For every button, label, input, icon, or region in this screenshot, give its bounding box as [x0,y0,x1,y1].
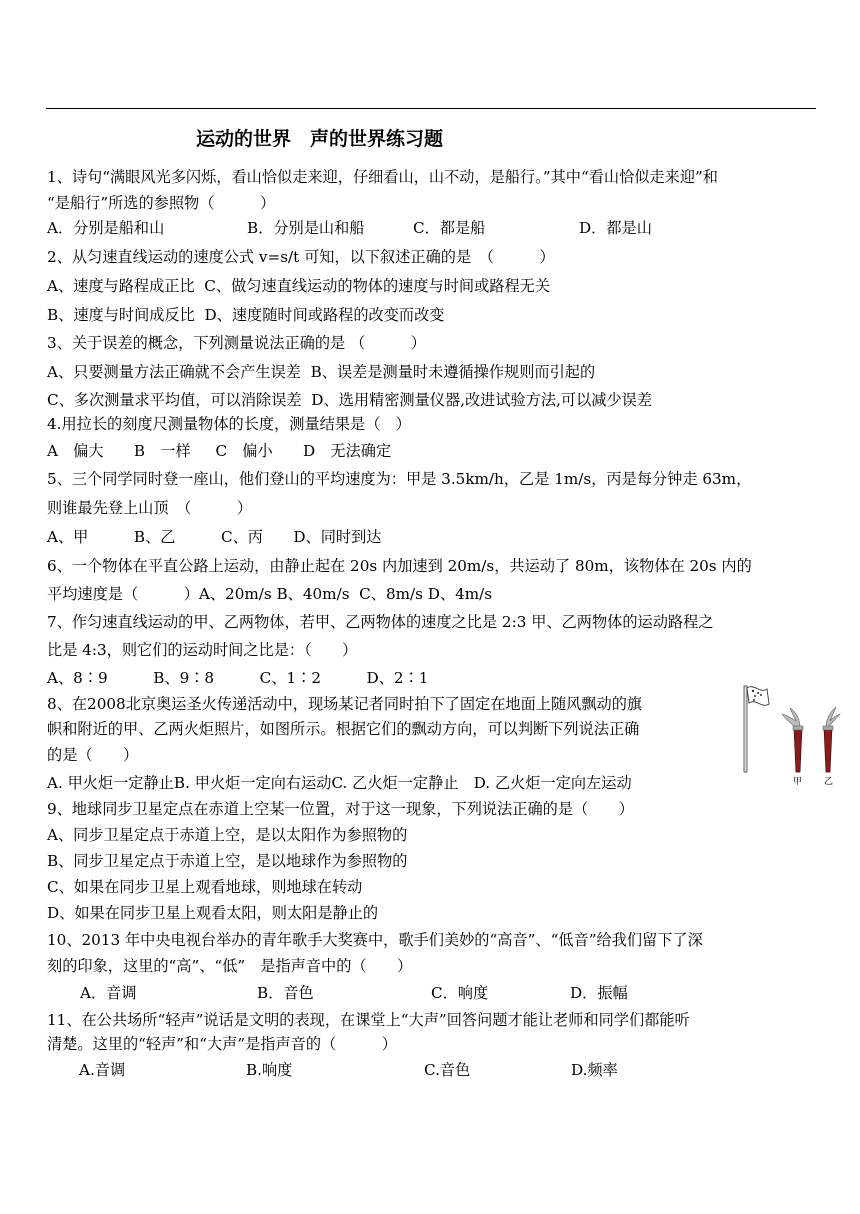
text-line: 8、在2008北京奥运圣火传递活动中，现场某记者同时拍下了固定在地面上随风飘动的旗 [47,695,643,713]
label-yi: 乙 [824,777,834,787]
text-line: 10、2013 年中央电视台举办的青年歌手大奖赛中，歌手们美妙的“高音”、“低音”给我们留下了深 [47,931,703,949]
flag-icon [744,686,769,772]
text-line: A 偏大 B 一样 C 偏小 D 无法确定 [47,442,392,460]
text-line: A、甲 B、乙 C、丙 D、同时到达 [47,528,382,546]
text-line: 2、从匀速直线运动的速度公式 v=s/t 可知，以下叙述正确的是 （ ） [47,248,555,266]
option-d: D．振幅 [570,984,628,1002]
torch-jia-icon [782,708,803,772]
text-line: 3、关于误差的概念，下列测量说法正确的是 （ ） [47,334,426,352]
text-line: 1、诗句“满眼风光多闪烁，看山恰似走来迎，仔细看山，山不动，是船行。”其中“看山恰似走来迎”和 [47,168,718,186]
text-line: 6、一个物体在平直公路上运动，由静止起在 20s 内加速到 20m/s，共运动了 80m，该物体在 20s 内的 [47,557,752,575]
option-c: C.音色 [424,1061,471,1079]
text-line: 5、三个同学同时登一座山，他们登山的平均速度为：甲是 3.5km/h，乙是 1m/s，丙是每分钟走 63m， [47,470,752,488]
text-line: A、8∶9 B、9∶8 C、1∶2 D、2∶1 [47,669,429,687]
text-line: A、只要测量方法正确就不会产生误差 B、误差是测量时未遵循操作规则而引起的 [47,363,596,381]
text-line: B、速度与时间成反比 D、速度随时间或路程的改变而改变 [47,306,445,324]
text-line: 9、地球同步卫星定点在赤道上空某一位置，对于这一现象，下列说法正确的是（ ） [47,800,634,818]
text-line: 比是 4:3，则它们的运动时间之比是：（ ） [47,641,358,659]
text-line: 刻的印象，这里的“高”、“低” 是指声音中的（ ） [47,957,413,975]
text-line: C、如果在同步卫星上观看地球，则地球在转动 [47,878,363,896]
option-a: A．分别是船和山 [47,219,165,237]
text-line: 的是（ ） [47,746,139,764]
text-line: 清楚。这里的“轻声”和“大声”是指声音的（ ） [47,1035,397,1053]
option-a: A.音调 [79,1061,126,1079]
option-c: C．响度 [431,984,489,1002]
option-d: D．都是山 [579,219,652,237]
text-line: B、同步卫星定点于赤道上空，是以地球作为参照物的 [47,852,408,870]
text-line: A、速度与路程成正比 C、做匀速直线运动的物体的速度与时间或路程无关 [47,277,551,295]
text-line: 11、在公共场所“轻声”说话是文明的表现，在课堂上“大声”回答问题才能让老师和同学们都能听 [47,1011,690,1029]
text-line: 4.用拉长的刻度尺测量物体的长度，测量结果是（ ） [47,415,411,433]
label-jia: 甲 [793,777,803,787]
text-line: A、同步卫星定点于赤道上空，是以太阳作为参照物的 [47,826,408,844]
flag-and-torches-figure [736,680,848,788]
header-rule [46,108,816,109]
text-line: C、多次测量求平均值，可以消除误差 D、选用精密测量仪器,改进试验方法,可以减少误差 [47,391,653,409]
text-line: 则谁最先登上山顶 （ ） [47,499,253,517]
option-b: B.响度 [246,1061,293,1079]
text-line: 平均速度是（ ）A、20m/s B、40m/s C、8m/s D、4m/s [47,585,493,603]
option-c: C．都是船 [413,219,486,237]
option-b: B．音色 [257,984,314,1002]
option-d: D.频率 [571,1061,618,1079]
text-line: 7、作匀速直线运动的甲、乙两物体，若甲、乙两物体的速度之比是 2:3 甲、乙两物体的运动路程之 [47,613,714,631]
q1-options [47,218,652,238]
text-line: “是船行”所选的参照物（ ） [47,194,276,212]
text-line: 帜和附近的甲、乙两火炬照片，如图所示。根据它们的飘动方向，可以判断下列说法正确 [47,720,640,738]
option-b: B．分别是山和船 [247,219,365,237]
page-title: 运动的世界 声的世界练习题 [196,128,444,150]
text-line: D、如果在同步卫星上观看太阳，则太阳是静止的 [47,904,379,922]
torch-yi-icon [823,707,840,772]
text-line: A. 甲火炬一定静止B. 甲火炬一定向右运动C. 乙火炬一定静止 D. 乙火炬一定向左运动 [47,774,632,792]
option-a: A．音调 [80,984,137,1002]
